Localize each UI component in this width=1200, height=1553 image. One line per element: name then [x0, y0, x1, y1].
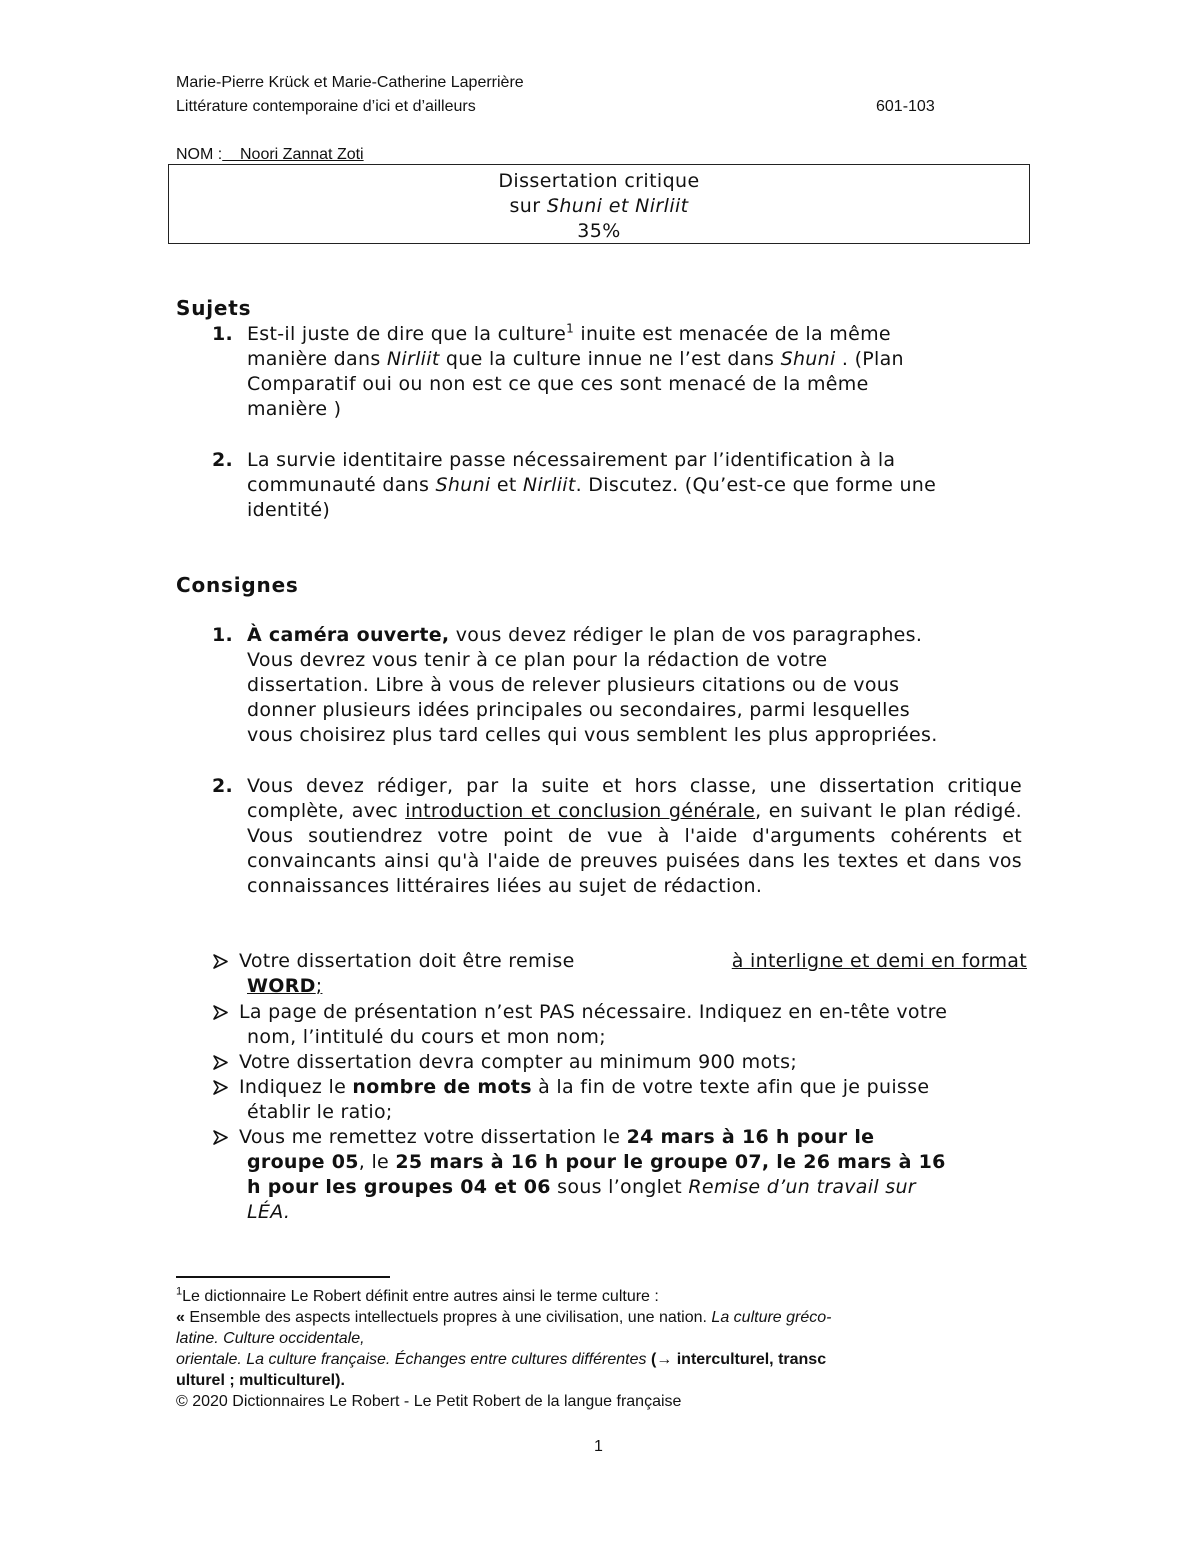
arrow-bullet-icon: [212, 1075, 234, 1100]
title-works: Shuni et Nirliit: [546, 195, 689, 217]
arrow-bullet-icon: [212, 949, 234, 974]
title-line-2: sur Shuni et Nirliit: [509, 195, 689, 217]
consigne-2-number: 2.: [212, 775, 234, 797]
title-box: [168, 164, 1030, 244]
footnote-marker: 1: [176, 1285, 183, 1298]
bullet-2: La page de présentation n’est PAS nécessaire. Indiquez en en-tête votre nom, l’intitulé du cours et mon nom;: [212, 1000, 1027, 1050]
consigne-2: 2. Vous devez rédiger, par la suite et hors classe, une dissertation critique complète, avec introduction et conclusion générale, en suivant le plan rédigé. Vous soutiendrez votre point de vue à l'aide d'arguments cohérents et convaincants ainsi qu'à l'aide de preuves puisées dans les textes et dans vos connaissances littéraires liées au sujet de rédaction.: [212, 775, 1022, 897]
word-format: WORD: [247, 975, 316, 997]
arrow-bullet-icon: [212, 1000, 234, 1025]
footnote-separator: [176, 1276, 390, 1278]
arrow-bullet-icon: [212, 1125, 234, 1150]
sujet-2-number: 2.: [212, 449, 234, 471]
copyright-line: © 2020 Dictionnaires Le Robert - Le Petit Robert de la langue française: [176, 1393, 682, 1410]
name-line: [176, 144, 722, 166]
footnote-ref: 1: [566, 321, 575, 336]
header-course: Littérature contemporaine d’ici et d’ailleurs: [176, 98, 476, 115]
header-authors: Marie-Pierre Krück et Marie-Catherine Laperrière: [176, 74, 524, 91]
page-number: 1: [594, 1438, 603, 1455]
bullet-5: Vous me remettez votre dissertation le 24 mars à 16 h pour le groupe 05, le 25 mars à 16 h pour le groupe 07, le 26 mars à 16 h pour les groupes 04 et 06 sous l’onglet Remise d’un travail sur LÉA.: [212, 1125, 1027, 1225]
intro-conclusion-underlined: introduction et conclusion générale: [405, 800, 756, 822]
sujet-1: 1. Est-il juste de dire que la culture$^1$ inuite est menacée de la même manière dans Nirliit que la culture innue ne l’est dans Shuni . (Plan Comparatif oui ou non est ce que ces sont menacé de la même manière ): [212, 321, 904, 420]
name-value: Noori Zannat Zoti: [240, 146, 364, 163]
title-weight: 35%: [577, 220, 621, 242]
consigne-1: 1. À caméra ouverte, vous devez rédiger le plan de vos paragraphes. Vous devrez vous tenir à ce plan pour la rédaction de votre dissertation. Libre à vous de relever plusieurs citations ou de vous donner plusieurs idées principales ou secondaires, parmi lesquelles vous choisirez plus tard celles qui vous semblent les plus appropriées.: [212, 624, 938, 746]
consigne-1-number: 1.: [212, 624, 234, 646]
bullet-1: Votre dissertation doit être remise à interligne et demi en format WORD;: [212, 949, 1027, 999]
bullet-4: Indiquez le nombre de mots à la fin de votre texte afin que je puisse établir le ratio;: [212, 1075, 1027, 1125]
header-course-code: 601-103: [876, 98, 935, 115]
arrow-bullet-icon: [212, 1050, 234, 1075]
footnote: $^1$Le dictionnaire Le Robert définit entre autres ainsi le terme culture : « Ensemble des aspects intellectuels propres à une civilisation, une nation. La culture gréco- latine. Culture occidentale, orientale. La culture française. Échanges entre cultures différentes (→ interculturel, transc ulturel ; multiculturel). © 2020 Dictionnaires Le Robert - Le Petit Robert de la langue française: [176, 1286, 1016, 1412]
consignes-heading: Consignes: [176, 573, 299, 597]
sujet-2: 2. La survie identitaire passe nécessairement par l’identification à la communauté dans Shuni et Nirliit. Discutez. (Qu’est-ce que forme une identité): [212, 449, 937, 521]
title-line-1: Dissertation critique: [498, 170, 700, 192]
sujet-1-number: 1.: [212, 323, 234, 345]
bullet-3: Votre dissertation devra compter au minimum 900 mots;: [212, 1050, 1027, 1075]
sujets-heading: Sujets: [176, 296, 252, 320]
name-label: NOM :: [176, 146, 223, 163]
